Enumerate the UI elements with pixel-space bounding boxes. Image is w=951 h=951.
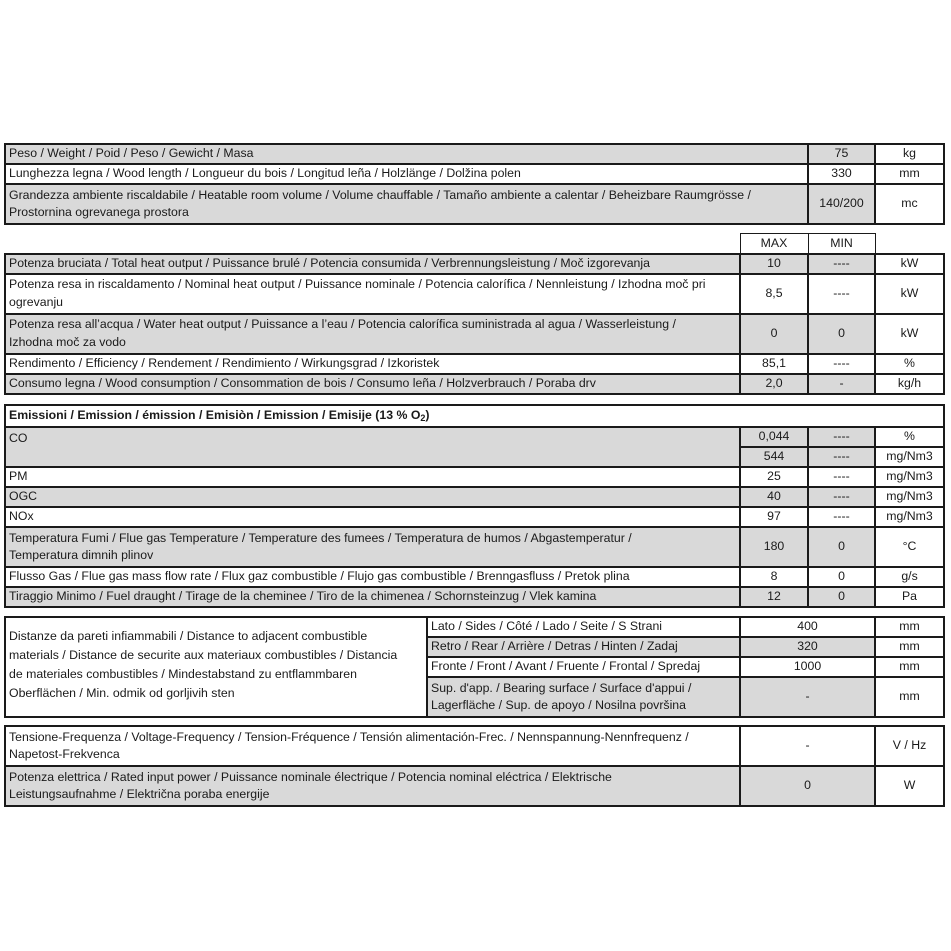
distances-table [4,616,945,718]
total-heat-output-max: 10 [740,254,808,274]
distance-rear-label: Retro / Rear / Arrière / Detras / Hinten / Zadaj [427,637,740,657]
co-mg-unit: mg/Nm3 [875,447,944,467]
efficiency-max: 85,1 [740,354,808,374]
voltage-frequency-unit: V / Hz [875,726,944,766]
wood-consumption-unit: kg/h [875,374,944,394]
ogc-max: 40 [740,487,808,507]
efficiency-unit: % [875,354,944,374]
water-heat-output-max: 0 [740,314,808,354]
co-percent-unit: % [875,427,944,447]
distance-front-unit: mm [875,657,944,677]
pm-min: ---- [808,467,875,487]
distance-rear-value: 320 [740,637,875,657]
co-label: CO [5,427,740,467]
distance-sides-label: Lato / Sides / Côté / Lado / Seite / S Strani [427,617,740,637]
nox-unit: mg/Nm3 [875,507,944,527]
bearing-surface-label: Sup. d'app. / Bearing surface / Surface d'appui / Lagerfläche / Sup. de apoyo / Nosilna površina [427,677,740,717]
room-volume-value: 140/200 [808,184,875,224]
rated-input-power-unit: W [875,766,944,806]
rated-input-power-label: Potenza elettrica / Rated input power / Puissance nominale électrique / Potencia nominal eléctrica / Elektrische Leistungsaufnahme / Električna poraba energije [5,766,740,806]
distance-sides-unit: mm [875,617,944,637]
weight-unit: kg [875,144,944,164]
total-heat-output-label: Potenza bruciata / Total heat output / Puissance brulé / Potencia consumida / Verbrennungsleistung / Moč izgorevanja [5,254,740,274]
water-heat-output-unit: kW [875,314,944,354]
max-header: MAX [740,234,808,254]
voltage-frequency-value: - [740,726,875,766]
nominal-heat-output-max: 8,5 [740,274,808,314]
distance-front-label: Fronte / Front / Avant / Fruente / Frontal / Spredaj [427,657,740,677]
nominal-heat-output-min: ---- [808,274,875,314]
nox-min: ---- [808,507,875,527]
efficiency-min: ---- [808,354,875,374]
wood-consumption-min: - [808,374,875,394]
co-percent-min: ---- [808,427,875,447]
distance-sides-value: 400 [740,617,875,637]
water-heat-output-label: Potenza resa all’acqua / Water heat output / Puissance a l’eau / Potencia calorífica suministrada al agua / Wasserleistung / Izhodna moč za vodo [5,314,740,354]
general-table [4,143,945,225]
bearing-surface-unit: mm [875,677,944,717]
weight-value: 75 [808,144,875,164]
electrical-table [4,725,945,807]
total-heat-output-unit: kW [875,254,944,274]
flue-gas-temp-max: 180 [740,527,808,567]
nominal-heat-output-label: Potenza resa in riscaldamento / Nominal heat output / Puissance nominale / Potencia calorífica / Nennleistung / Izhodna moč pri ogrevanju [5,274,740,314]
flue-gas-temp-unit: °C [875,527,944,567]
flue-gas-flow-min: 0 [808,567,875,587]
distance-rear-unit: mm [875,637,944,657]
distance-front-value: 1000 [740,657,875,677]
nominal-heat-output-unit: kW [875,274,944,314]
wood-length-value: 330 [808,164,875,184]
efficiency-label: Rendimento / Efficiency / Rendement / Rendimiento / Wirkungsgrad / Izkoristek [5,354,740,374]
wood-consumption-label: Consumo legna / Wood consumption / Consommation de bois / Consumo leña / Holzverbrauch / Poraba drv [5,374,740,394]
flue-gas-flow-max: 8 [740,567,808,587]
draught-unit: Pa [875,587,944,607]
room-volume-unit: mc [875,184,944,224]
wood-consumption-max: 2,0 [740,374,808,394]
nox-max: 97 [740,507,808,527]
performance-table [4,233,945,395]
flue-gas-temp-min: 0 [808,527,875,567]
pm-unit: mg/Nm3 [875,467,944,487]
distances-label: Distanze da pareti infiammabili / Distance to adjacent combustible materials / Distance de securite aux materiaux combustibles / Distancia de materiales combustibles / Mindestabstand zu entflammbaren Oberflächen / Min. odmik od gorljivih sten [5,617,427,717]
draught-label: Tiraggio Minimo / Fuel draught / Tirage de la cheminee / Tiro de la chimenea / Schornsteinzug / Vlek kamina [5,587,740,607]
wood-length-unit: mm [875,164,944,184]
ogc-unit: mg/Nm3 [875,487,944,507]
room-volume-label: Grandezza ambiente riscaldabile / Heatable room volume / Volume chauffable / Tamaño ambiente a calentar / Beheizbare Raumgrösse / Prostornina ogrevanega prostora [5,184,808,224]
rated-input-power-value: 0 [740,766,875,806]
pm-label: PM [5,467,740,487]
draught-min: 0 [808,587,875,607]
ogc-label: OGC [5,487,740,507]
pm-max: 25 [740,467,808,487]
weight-label: Peso / Weight / Poid / Peso / Gewicht / Masa [5,144,808,164]
flue-gas-temp-label: Temperatura Fumi / Flue gas Temperature / Temperature des fumees / Temperatura de humos / Abgastemperatur / Temperatura dimnih plinov [5,527,740,567]
voltage-frequency-label: Tensione-Frequenza / Voltage-Frequency / Tension-Fréquence / Tensión alimentación-Frec. / Nennspannung-Nennfrequenz / Napetost-Frekvenca [5,726,740,766]
emissions-title: Emissioni / Emission / émission / Emisiòn / Emission / Emisije (13 % $O_2$) [5,405,944,427]
min-header: MIN [808,234,875,254]
water-heat-output-min: 0 [808,314,875,354]
ogc-min: ---- [808,487,875,507]
bearing-surface-value: - [740,677,875,717]
nox-label: NOx [5,507,740,527]
co-percent-max: 0,044 [740,427,808,447]
total-heat-output-min: ---- [808,254,875,274]
co-mg-min: ---- [808,447,875,467]
flue-gas-flow-unit: g/s [875,567,944,587]
co-mg-max: 544 [740,447,808,467]
draught-max: 12 [740,587,808,607]
wood-length-label: Lunghezza legna / Wood length / Longueur du bois / Longitud leña / Holzlänge / Dolžina polen [5,164,808,184]
emissions-table [4,404,945,608]
flue-gas-flow-label: Flusso Gas / Flue gas mass flow rate / Flux gaz combustible / Flujo gas combustible / Brenngasfluss / Pretok plina [5,567,740,587]
